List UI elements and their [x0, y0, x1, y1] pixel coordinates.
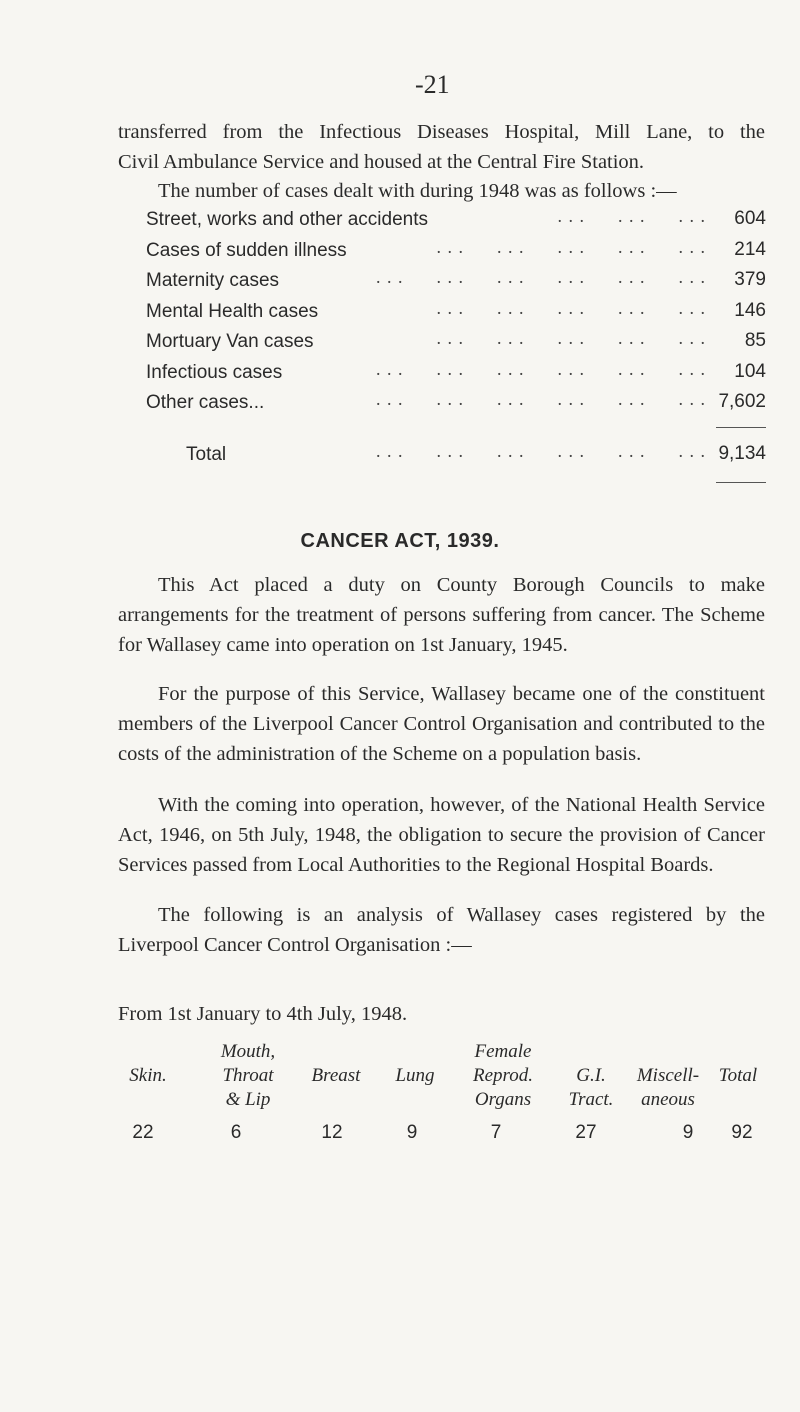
stat-value: 146	[734, 299, 766, 321]
total-rule-top	[716, 427, 766, 428]
paragraph-2: For the purpose of this Service, Wallasey became one of the constituent members of the Liverpool Cancer Control Organisation and contributed to the costs of the administration of the Scheme on a population basis.	[118, 683, 765, 765]
table-cell-female-reprod-organs: 7	[490, 1122, 502, 1143]
total-value: 9,134	[718, 443, 766, 464]
leader-dots: . . . . . . . . . . . . . . . . . .	[376, 441, 706, 461]
stat-value: 604	[734, 208, 766, 229]
column-header-gi-tract: G.I. Tract.	[568, 1065, 614, 1110]
stat-label: Cases of sudden illness	[146, 239, 347, 261]
stat-value: 7,602	[718, 391, 766, 412]
paragraph-3: With the coming into operation, however, of the National Health Service Act, 1946, on 5th July, 1948, the obligation to secure the provision of Cancer Services passed from Local Authorities to the Regional Hospital Boards.	[118, 794, 765, 876]
stat-label: Other cases...	[146, 392, 265, 413]
leader-dots: . . . . . . . . . . . . . . . . . .	[376, 267, 706, 287]
column-header-miscellaneous: Miscell- aneous	[636, 1065, 700, 1110]
stat-row	[146, 237, 766, 268]
stats-intro: The number of cases dealt with during 1948 was as follows :—	[158, 180, 677, 202]
stat-row	[146, 267, 766, 298]
table-cell-miscellaneous: 9	[682, 1122, 694, 1143]
table-cell-total: 92	[731, 1122, 753, 1143]
leader-dots: . . . . . . . . . . . . . . . . . .	[376, 389, 706, 409]
intro-line-2: Civil Ambulance Service and housed at the Central Fire Station.	[118, 151, 645, 173]
stat-row	[146, 298, 766, 329]
table-cell-skin: 22	[132, 1122, 154, 1143]
column-header-total: Total	[718, 1065, 758, 1086]
total-row	[146, 441, 766, 472]
table-cell-gi-tract: 27	[575, 1122, 597, 1143]
stat-value: 379	[734, 269, 766, 290]
leader-dots: . . . . . . . . . . . . . . . . . .	[376, 358, 706, 379]
total-label: Total	[186, 444, 227, 465]
stat-label: Street, works and other accidents	[146, 209, 428, 230]
total-row-wrap	[146, 441, 766, 472]
stat-label: Mortuary Van cases	[146, 331, 314, 352]
stat-value: 85	[744, 330, 766, 351]
stat-row	[146, 359, 766, 390]
stat-row	[146, 389, 766, 420]
stat-label: Maternity cases	[146, 270, 280, 291]
case-statistics-list	[146, 206, 766, 420]
stat-label: Mental Health cases	[146, 300, 319, 322]
column-header-female-reprod-organs: Female Reprod. Organs	[473, 1041, 533, 1110]
stat-label: Infectious cases	[146, 361, 283, 383]
intro-line-1: transferred from the Infectious Diseases Hospital, Mill Lane, to the	[118, 121, 765, 143]
column-header-mouth-throat-lip: Mouth, Throat & Lip	[220, 1041, 276, 1110]
column-header-lung: Lung	[395, 1065, 435, 1086]
column-header-skin: Skin.	[129, 1065, 167, 1086]
leader-dots: . . . . . . . . . . . . . . .	[436, 297, 706, 318]
paragraph-4: The following is an analysis of Wallasey cases registered by the Liverpool Cancer Control Organisation :—	[118, 904, 765, 956]
intro-text	[118, 117, 765, 177]
total-rule-bottom	[716, 482, 766, 483]
leader-dots: . . . . . . . . . . . . . . .	[436, 328, 706, 348]
column-header-breast: Breast	[311, 1065, 361, 1086]
section-heading: CANCER ACT, 1939.	[300, 530, 500, 552]
paragraph-1: This Act placed a duty on County Borough Councils to make arrangements for the treatment of persons suffering from cancer. The Scheme for Wallasey came into operation on 1st January, 1945.	[118, 574, 765, 656]
stat-row	[146, 206, 766, 237]
table-cell-mouth-throat-lip: 6	[230, 1122, 242, 1143]
leader-dots: . . . . . . . . .	[557, 206, 706, 226]
leader-dots: . . . . . . . . . . . . . . .	[436, 236, 706, 257]
table-cell-breast: 12	[321, 1122, 343, 1143]
stat-value: 214	[734, 238, 766, 260]
stat-row	[146, 328, 766, 359]
stat-value: 104	[734, 360, 766, 382]
table-cell-lung: 9	[406, 1122, 418, 1143]
period-line: From 1st January to 4th July, 1948.	[118, 1003, 408, 1025]
page-number: -21	[415, 70, 450, 99]
